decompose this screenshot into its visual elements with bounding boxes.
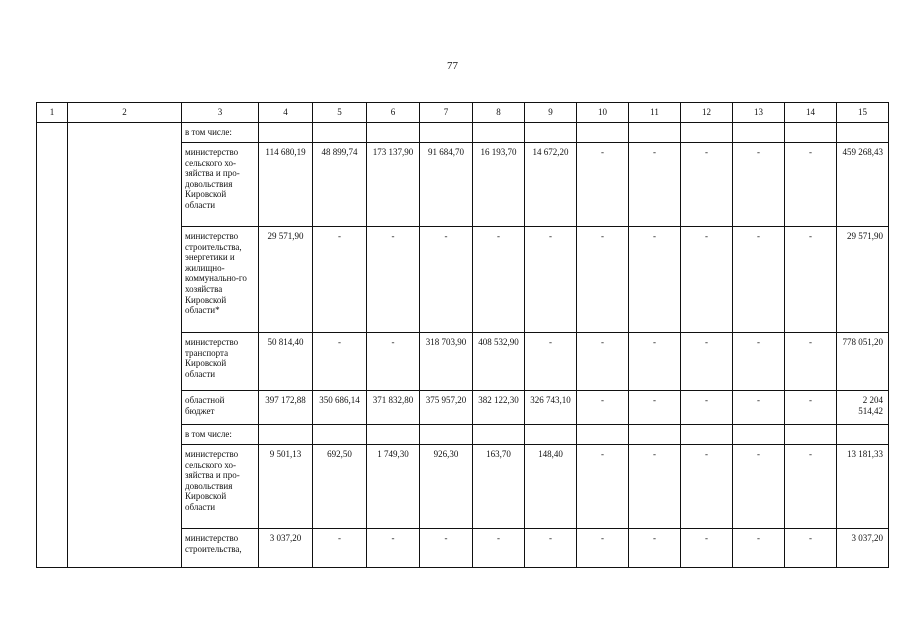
page-number: 77: [447, 60, 458, 72]
value-cell: -: [367, 333, 420, 391]
column-header: 12: [681, 103, 733, 123]
value-cell: [629, 425, 681, 445]
value-cell: 1 749,30: [367, 445, 420, 529]
value-cell: -: [733, 529, 785, 568]
value-cell: -: [733, 445, 785, 529]
value-cell: [525, 123, 577, 143]
value-cell: 778 051,20: [837, 333, 889, 391]
column-1-cell: [37, 123, 68, 568]
value-cell: [733, 425, 785, 445]
row-label: министерство строительства, энергетики и жилищно-коммунально-го хозяйства Кировской области*: [182, 227, 259, 333]
row-label: в том числе:: [182, 425, 259, 445]
column-header: 13: [733, 103, 785, 123]
value-cell: 3 037,20: [837, 529, 889, 568]
value-cell: -: [681, 143, 733, 227]
value-cell: 926,30: [420, 445, 473, 529]
value-cell: -: [785, 445, 837, 529]
value-cell: -: [420, 529, 473, 568]
value-cell: 173 137,90: [367, 143, 420, 227]
value-cell: [420, 425, 473, 445]
column-header: 5: [313, 103, 367, 123]
value-cell: -: [785, 333, 837, 391]
value-cell: -: [681, 529, 733, 568]
value-cell: -: [577, 143, 629, 227]
value-cell: 50 814,40: [259, 333, 313, 391]
value-cell: -: [525, 333, 577, 391]
value-cell: -: [733, 391, 785, 425]
value-cell: [785, 123, 837, 143]
value-cell: 2 204 514,42: [837, 391, 889, 425]
column-header: 10: [577, 103, 629, 123]
value-cell: -: [733, 333, 785, 391]
value-cell: -: [681, 227, 733, 333]
value-cell: [681, 123, 733, 143]
value-cell: [420, 123, 473, 143]
value-cell: 91 684,70: [420, 143, 473, 227]
value-cell: 163,70: [473, 445, 525, 529]
value-cell: 148,40: [525, 445, 577, 529]
value-cell: -: [785, 529, 837, 568]
value-cell: [473, 123, 525, 143]
value-cell: 16 193,70: [473, 143, 525, 227]
value-cell: -: [785, 227, 837, 333]
value-cell: -: [681, 391, 733, 425]
value-cell: -: [577, 333, 629, 391]
value-cell: [313, 425, 367, 445]
column-header: 4: [259, 103, 313, 123]
value-cell: -: [733, 143, 785, 227]
value-cell: 114 680,19: [259, 143, 313, 227]
column-header: 6: [367, 103, 420, 123]
row-label: министерство сельского хо-зяйства и про-довольствия Кировской области: [182, 143, 259, 227]
value-cell: 3 037,20: [259, 529, 313, 568]
value-cell: -: [367, 529, 420, 568]
column-header: 11: [629, 103, 681, 123]
value-cell: [577, 123, 629, 143]
value-cell: -: [629, 143, 681, 227]
value-cell: 29 571,90: [259, 227, 313, 333]
value-cell: 459 268,43: [837, 143, 889, 227]
value-cell: -: [577, 445, 629, 529]
value-cell: -: [785, 143, 837, 227]
value-cell: 692,50: [313, 445, 367, 529]
value-cell: [259, 123, 313, 143]
value-cell: -: [313, 227, 367, 333]
value-cell: [785, 425, 837, 445]
value-cell: -: [367, 227, 420, 333]
value-cell: 29 571,90: [837, 227, 889, 333]
value-cell: [577, 425, 629, 445]
value-cell: [629, 123, 681, 143]
value-cell: 371 832,80: [367, 391, 420, 425]
value-cell: 408 532,90: [473, 333, 525, 391]
column-header: 7: [420, 103, 473, 123]
value-cell: -: [473, 227, 525, 333]
value-cell: -: [733, 227, 785, 333]
value-cell: [259, 425, 313, 445]
budget-table: [36, 102, 889, 568]
value-cell: 14 672,20: [525, 143, 577, 227]
value-cell: [837, 425, 889, 445]
row-label: министерство строительства,: [182, 529, 259, 568]
value-cell: [473, 425, 525, 445]
row-label: министерство сельского хо-зяйства и про-довольствия Кировской области: [182, 445, 259, 529]
table-row: [37, 123, 889, 143]
header-row: [37, 103, 889, 123]
value-cell: 350 686,14: [313, 391, 367, 425]
row-label: в том числе:: [182, 123, 259, 143]
value-cell: [733, 123, 785, 143]
value-cell: -: [577, 529, 629, 568]
value-cell: [313, 123, 367, 143]
value-cell: -: [525, 227, 577, 333]
value-cell: -: [420, 227, 473, 333]
column-header: 9: [525, 103, 577, 123]
value-cell: [681, 425, 733, 445]
value-cell: -: [629, 333, 681, 391]
value-cell: 397 172,88: [259, 391, 313, 425]
value-cell: 375 957,20: [420, 391, 473, 425]
value-cell: [525, 425, 577, 445]
value-cell: -: [629, 391, 681, 425]
value-cell: -: [313, 333, 367, 391]
column-header: 3: [182, 103, 259, 123]
column-header: 8: [473, 103, 525, 123]
row-label: областной бюджет: [182, 391, 259, 425]
column-2-cell: [68, 123, 182, 568]
value-cell: 382 122,30: [473, 391, 525, 425]
value-cell: -: [313, 529, 367, 568]
value-cell: 9 501,13: [259, 445, 313, 529]
value-cell: -: [681, 333, 733, 391]
value-cell: -: [525, 529, 577, 568]
value-cell: 318 703,90: [420, 333, 473, 391]
value-cell: -: [681, 445, 733, 529]
value-cell: [367, 425, 420, 445]
column-header: 14: [785, 103, 837, 123]
value-cell: -: [629, 445, 681, 529]
value-cell: 13 181,33: [837, 445, 889, 529]
value-cell: 326 743,10: [525, 391, 577, 425]
value-cell: -: [629, 227, 681, 333]
value-cell: -: [577, 391, 629, 425]
value-cell: [837, 123, 889, 143]
value-cell: 48 899,74: [313, 143, 367, 227]
column-header: 2: [68, 103, 182, 123]
value-cell: -: [629, 529, 681, 568]
value-cell: -: [785, 391, 837, 425]
value-cell: -: [473, 529, 525, 568]
value-cell: -: [577, 227, 629, 333]
value-cell: [367, 123, 420, 143]
column-header: 15: [837, 103, 889, 123]
table-body: [37, 103, 889, 568]
column-header: 1: [37, 103, 68, 123]
row-label: министерство транспорта Кировской области: [182, 333, 259, 391]
